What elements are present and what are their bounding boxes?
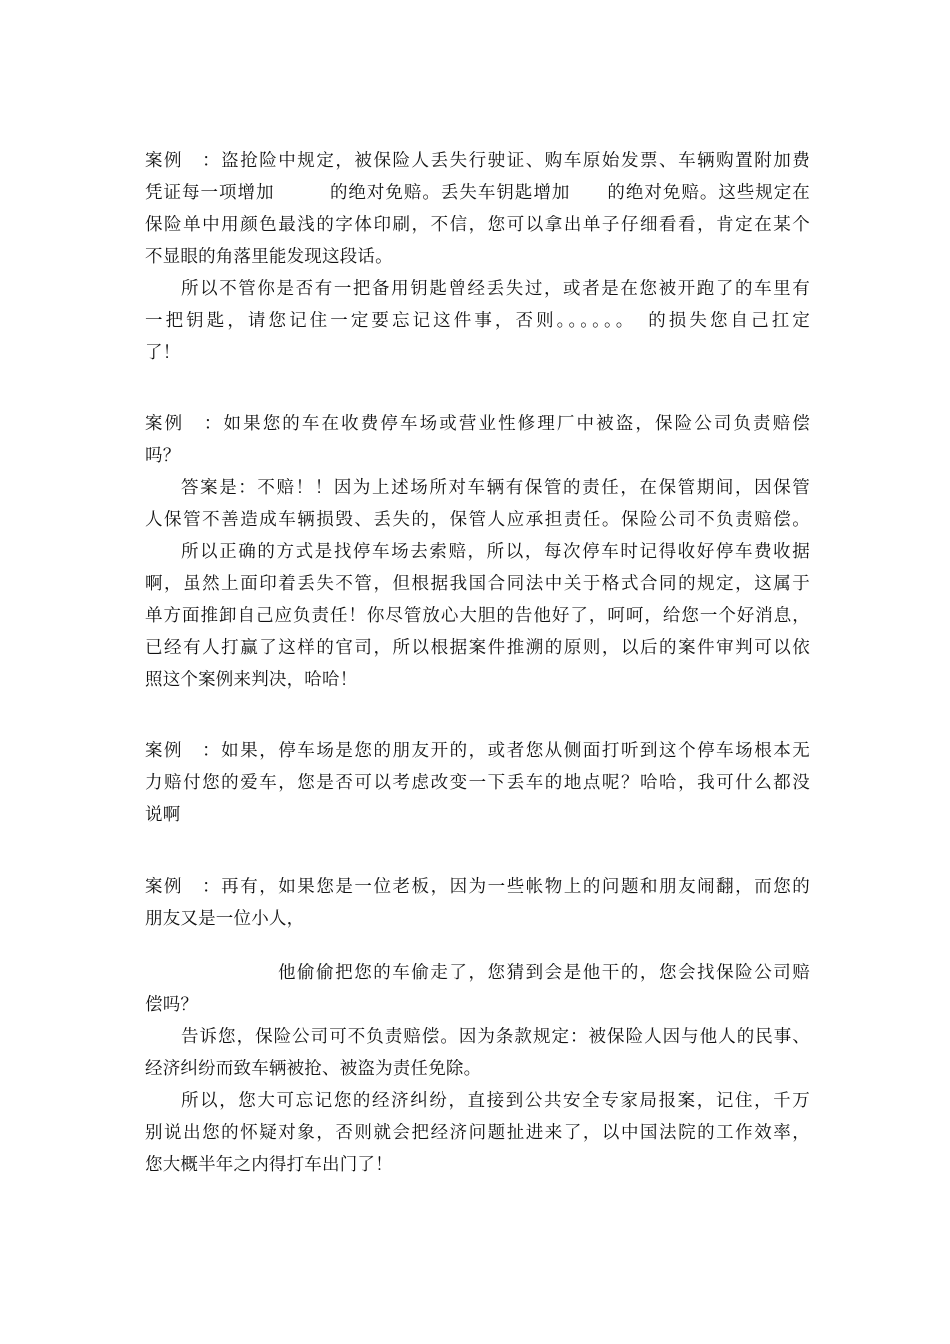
text-line: 经济纠纷而致车辆被抢、被盗为责任免除。	[145, 1059, 482, 1079]
text-line: 保险单中用颜色最浅的字体印刷，不信，您可以拿出单子仔细看看，肯定在某个	[145, 215, 810, 235]
text-line: 答案是：不赔！！因为上述场所对车辆有保管的责任，在保管期间，因保管	[181, 478, 810, 498]
text-line: 单方面推卸自己应负责任！你尽管放心大胆的告他好了，呵呵，给您一个好消息，	[145, 606, 810, 626]
text-line: 案例 ：再有，如果您是一位老板，因为一些帐物上的问题和朋友闹翻，而您的	[145, 877, 810, 897]
text-line: 案例 ：如果您的车在收费停车场或营业性修理厂中被盗，保险公司负责赔偿	[145, 414, 810, 434]
text-line: 别说出您的怀疑对象，否则就会把经济问题扯进来了，以中国法院的工作效率，	[145, 1123, 810, 1143]
text-line: 人保管不善造成车辆损毁、丢失的，保管人应承担责任。保险公司不负责赔偿。	[145, 510, 810, 530]
text-line: 照这个案例来判决，哈哈！	[145, 670, 358, 690]
text-line: 案例 ：盗抢险中规定，被保险人丢失行驶证、购车原始发票、车辆购置附加费	[145, 151, 810, 171]
text-line: 凭证每一项增加 的绝对免赔。丢失车钥匙增加 的绝对免赔。这些规定在	[145, 183, 810, 203]
text-line: 您大概半年之内得打车出门了！	[145, 1155, 393, 1175]
text-line: 力赔付您的爱车，您是否可以考虑改变一下丢车的地点呢？哈哈，我可什么都没	[145, 773, 810, 793]
text-line: 了！	[145, 343, 181, 363]
text-line: 所以，您大可忘记您的经济纠纷，直接到公共安全专家局报案，记住，千万	[181, 1091, 810, 1111]
text-line: 案例 ：如果，停车场是您的朋友开的，或者您从侧面打听到这个停车场根本无	[145, 741, 810, 761]
text-line: 一把钥匙，请您记住一定要忘记这件事，否则。。。。。。 的损失您自己扛定	[145, 311, 810, 331]
text-line: 告诉您，保险公司可不负责赔偿。因为条款规定：被保险人因与他人的民事、	[181, 1027, 810, 1047]
text-line: 所以不管你是否有一把备用钥匙曾经丢失过，或者是在您被开跑了的车里有	[181, 279, 810, 299]
text-line: 所以正确的方式是找停车场去索赔，所以，每次停车时记得收好停车费收据	[181, 542, 810, 562]
text-line: 已经有人打赢了这样的官司，所以根据案件推溯的原则，以后的案件审判可以依	[145, 638, 810, 658]
text-line: 说啊	[145, 805, 181, 825]
text-line: 朋友又是一位小人，	[145, 909, 305, 929]
text-line: 不显眼的角落里能发现这段话。	[145, 247, 393, 267]
text-line: 啊，虽然上面印着丢失不管，但根据我国合同法中关于格式合同的规定，这属于	[145, 574, 810, 594]
text-line: 吗？	[145, 446, 181, 466]
text-line: 偿吗？	[145, 995, 199, 1015]
text-line: 他偷偷把您的车偷走了，您猜到会是他干的，您会找保险公司赔	[278, 963, 810, 983]
